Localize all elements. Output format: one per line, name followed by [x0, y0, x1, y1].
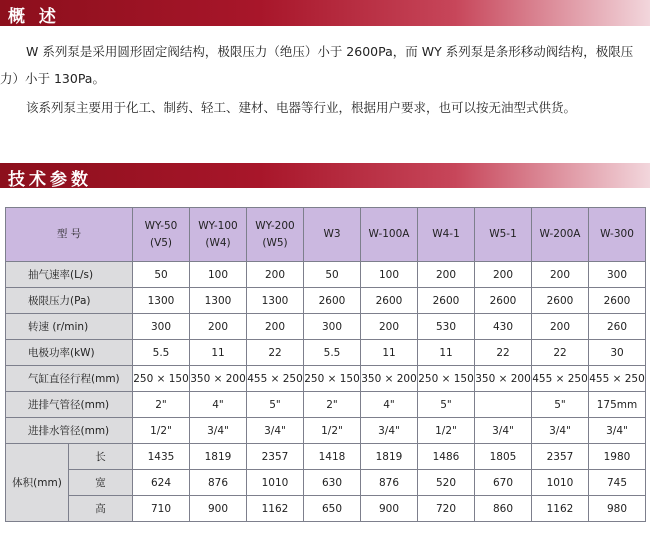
table-cell: 876 [361, 470, 418, 496]
table-cell: 670 [475, 470, 532, 496]
table-cell [475, 392, 532, 418]
table-cell: 2600 [418, 288, 475, 314]
specs-title: 技术参数 [8, 170, 92, 190]
specs-banner [0, 163, 650, 188]
table-cell: 5" [418, 392, 475, 418]
table-row [6, 262, 646, 288]
row-label: 抽气速率(L/s) [6, 262, 133, 288]
table-cell: 520 [418, 470, 475, 496]
table-cell: 430 [475, 314, 532, 340]
specs-table [5, 207, 646, 522]
table-cell: 50 [304, 262, 361, 288]
table-cell: 30 [589, 340, 646, 366]
model-name: WY-200 [255, 219, 295, 232]
table-cell: 860 [475, 496, 532, 522]
volume-sub-label: 高 [69, 496, 133, 522]
model-header-cell [475, 208, 532, 262]
model-name: W4-1 [432, 228, 460, 240]
table-cell: 2357 [247, 444, 304, 470]
table-cell: 3/4" [247, 418, 304, 444]
table-cell: 624 [133, 470, 190, 496]
volume-row [6, 444, 646, 470]
model-header-cell [418, 208, 475, 262]
table-row [6, 392, 646, 418]
table-cell: 1/2" [133, 418, 190, 444]
model-name: W-100A [368, 228, 410, 240]
volume-row [6, 496, 646, 522]
table-cell: 3/4" [475, 418, 532, 444]
table-cell: 300 [304, 314, 361, 340]
table-cell: 876 [190, 470, 247, 496]
model-label-cell: 型 号 [6, 208, 133, 262]
table-cell: 300 [133, 314, 190, 340]
table-cell: 3/4" [361, 418, 418, 444]
table-cell: 4" [190, 392, 247, 418]
table-cell: 200 [247, 314, 304, 340]
table-cell: 200 [361, 314, 418, 340]
table-cell: 745 [589, 470, 646, 496]
table-cell: 1010 [247, 470, 304, 496]
table-cell: 720 [418, 496, 475, 522]
table-cell: 2600 [475, 288, 532, 314]
table-cell: 2" [133, 392, 190, 418]
table-cell: 900 [361, 496, 418, 522]
table-cell: 1819 [190, 444, 247, 470]
table-cell: 100 [190, 262, 247, 288]
table-cell: 1300 [247, 288, 304, 314]
table-cell: 22 [475, 340, 532, 366]
table-cell: 1819 [361, 444, 418, 470]
row-label: 极限压力(Pa) [6, 288, 133, 314]
model-header-cell [532, 208, 589, 262]
table-cell: 200 [475, 262, 532, 288]
table-cell: 455 × 250 [247, 366, 304, 392]
model-header-cell [190, 208, 247, 262]
table-cell: 5.5 [133, 340, 190, 366]
table-cell: 2" [304, 392, 361, 418]
table-cell: 650 [304, 496, 361, 522]
table-cell: 1/2" [418, 418, 475, 444]
table-cell: 1162 [532, 496, 589, 522]
table-cell: 3/4" [589, 418, 646, 444]
model-name: W-300 [600, 228, 634, 240]
table-cell: 1162 [247, 496, 304, 522]
model-header-cell [304, 208, 361, 262]
model-name: W-200A [539, 228, 581, 240]
table-row [6, 340, 646, 366]
model-header-cell [589, 208, 646, 262]
table-cell: 350 × 200 [190, 366, 247, 392]
table-cell: 1980 [589, 444, 646, 470]
table-cell: 350 × 200 [361, 366, 418, 392]
model-header-cell [133, 208, 190, 262]
table-cell: 5" [532, 392, 589, 418]
table-cell: 1486 [418, 444, 475, 470]
overview-paragraph-2: 该系列泵主要用于化工、制药、轻工、建材、电器等行业，根据用户要求，也可以按无油型式供货。 [26, 100, 577, 115]
table-cell: 1/2" [304, 418, 361, 444]
table-cell: 2600 [304, 288, 361, 314]
table-row [6, 288, 646, 314]
row-label: 气缸直径行程(mm) [6, 366, 133, 392]
table-cell: 4" [361, 392, 418, 418]
table-cell: 11 [361, 340, 418, 366]
table-cell: 2600 [589, 288, 646, 314]
table-cell: 2600 [532, 288, 589, 314]
volume-sub-label: 宽 [69, 470, 133, 496]
table-cell: 200 [418, 262, 475, 288]
table-cell: 250 × 150 [418, 366, 475, 392]
overview-title: 概 述 [8, 7, 60, 27]
table-cell: 2600 [361, 288, 418, 314]
table-cell: 2357 [532, 444, 589, 470]
table-cell: 5.5 [304, 340, 361, 366]
table-cell: 455 × 250 [589, 366, 646, 392]
table-cell: 455 × 250 [532, 366, 589, 392]
table-cell: 630 [304, 470, 361, 496]
table-cell: 200 [532, 262, 589, 288]
model-alt-name: (W5) [262, 236, 288, 249]
model-name: W5-1 [489, 228, 517, 240]
row-label: 电极功率(kW) [6, 340, 133, 366]
model-name: W3 [323, 228, 341, 240]
table-cell: 1805 [475, 444, 532, 470]
table-cell: 350 × 200 [475, 366, 532, 392]
table-cell: 175mm [589, 392, 646, 418]
table-cell: 900 [190, 496, 247, 522]
table-cell: 22 [247, 340, 304, 366]
table-cell: 3/4" [190, 418, 247, 444]
volume-row [6, 470, 646, 496]
table-row [6, 314, 646, 340]
table-cell: 200 [532, 314, 589, 340]
table-cell: 50 [133, 262, 190, 288]
header-row [6, 208, 646, 262]
table-cell: 1300 [133, 288, 190, 314]
table-cell: 1418 [304, 444, 361, 470]
table-cell: 22 [532, 340, 589, 366]
overview-banner [0, 0, 650, 26]
table-cell: 100 [361, 262, 418, 288]
table-row [6, 418, 646, 444]
table-cell: 1300 [190, 288, 247, 314]
table-cell: 300 [589, 262, 646, 288]
volume-label: 体积(mm) [6, 444, 69, 522]
table-cell: 200 [190, 314, 247, 340]
table-cell: 3/4" [532, 418, 589, 444]
table-cell: 530 [418, 314, 475, 340]
row-label: 进排气管径(mm) [6, 392, 133, 418]
model-name: WY-50 [144, 219, 178, 232]
table-cell: 5" [247, 392, 304, 418]
overview-paragraph-1: W 系列泵是采用圆形固定阀结构，极限压力（绝压）小于 2600Pa，而 WY 系列泵是条形移动阀结构，极限压力）小于 130Pa。 [0, 44, 634, 86]
row-label: 转速 (r/min) [6, 314, 133, 340]
model-name: WY-100 [198, 219, 238, 232]
model-alt-name: (V5) [149, 236, 173, 249]
table-cell: 710 [133, 496, 190, 522]
volume-sub-label: 长 [69, 444, 133, 470]
table-cell: 250 × 150 [304, 366, 361, 392]
row-label: 进排水管径(mm) [6, 418, 133, 444]
model-alt-name: (W4) [205, 236, 231, 249]
table-cell: 200 [247, 262, 304, 288]
model-header-cell [247, 208, 304, 262]
table-cell: 250 × 150 [133, 366, 190, 392]
table-cell: 11 [190, 340, 247, 366]
table-cell: 260 [589, 314, 646, 340]
table-cell: 1010 [532, 470, 589, 496]
table-row [6, 366, 646, 392]
table-cell: 1435 [133, 444, 190, 470]
table-cell: 980 [589, 496, 646, 522]
model-header-cell [361, 208, 418, 262]
table-cell: 11 [418, 340, 475, 366]
